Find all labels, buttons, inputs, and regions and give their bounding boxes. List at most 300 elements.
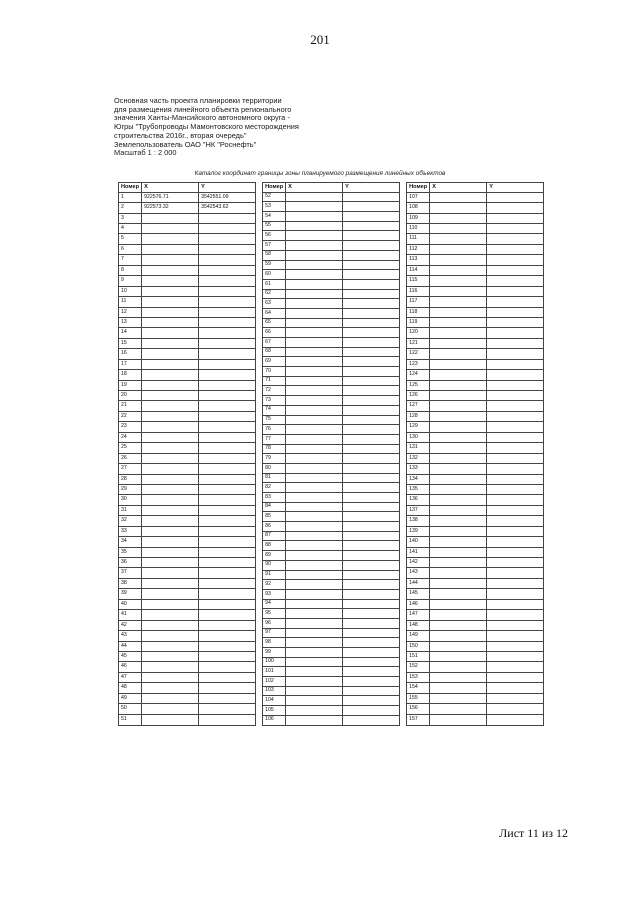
point-number: 28 <box>119 474 142 484</box>
table-row <box>119 370 256 380</box>
point-number: 126 <box>407 391 430 401</box>
table-row <box>119 276 256 286</box>
coord-y <box>343 318 400 328</box>
table-row <box>263 531 400 541</box>
point-number: 74 <box>263 405 286 415</box>
table-row <box>263 580 400 590</box>
point-number: 120 <box>407 328 430 338</box>
coord-y <box>487 610 544 620</box>
point-number: 52 <box>263 192 286 202</box>
coord-y <box>487 411 544 421</box>
coord-x <box>142 255 199 265</box>
coord-x <box>286 231 343 241</box>
point-number: 53 <box>263 202 286 212</box>
table-row <box>263 473 400 483</box>
header-line: Югры "Трубопроводы Мамонтовского месторождения <box>114 122 299 132</box>
coord-y <box>343 667 400 677</box>
coord-x <box>142 328 199 338</box>
point-number: 33 <box>119 526 142 536</box>
coord-x <box>142 443 199 453</box>
coord-y <box>199 401 256 411</box>
coord-x <box>286 677 343 687</box>
point-number: 6 <box>119 244 142 254</box>
coord-y <box>199 338 256 348</box>
point-number: 110 <box>407 224 430 234</box>
coord-x <box>286 483 343 493</box>
coord-x <box>430 620 487 630</box>
table-row <box>119 714 256 725</box>
table-row <box>119 641 256 651</box>
table-row <box>263 638 400 648</box>
coord-x <box>142 495 199 505</box>
coord-x <box>430 401 487 411</box>
coord-x <box>430 672 487 682</box>
coord-y <box>487 192 544 202</box>
coord-y <box>199 631 256 641</box>
point-number: 26 <box>119 453 142 463</box>
point-number: 93 <box>263 589 286 599</box>
header-line: строительства 2016г., вторая очередь" <box>114 130 247 140</box>
coord-x <box>286 260 343 270</box>
coord-y <box>343 657 400 667</box>
table-row <box>263 279 400 289</box>
coord-x <box>430 495 487 505</box>
table-row <box>407 464 544 474</box>
point-number: 69 <box>263 357 286 367</box>
column-header-y: Y <box>343 183 400 193</box>
point-number: 39 <box>119 589 142 599</box>
coord-y <box>199 255 256 265</box>
coord-y <box>343 444 400 454</box>
coord-y <box>487 704 544 714</box>
table-row <box>263 212 400 222</box>
table-row <box>263 367 400 377</box>
table-row <box>407 234 544 244</box>
table-row <box>263 541 400 551</box>
coord-y <box>343 715 400 725</box>
point-number: 16 <box>119 349 142 359</box>
table-row <box>407 380 544 390</box>
coord-y <box>343 570 400 580</box>
point-number: 58 <box>263 250 286 260</box>
point-number: 116 <box>407 286 430 296</box>
coord-x <box>286 657 343 667</box>
coord-y <box>487 203 544 213</box>
point-number: 102 <box>263 677 286 687</box>
coord-x <box>286 502 343 512</box>
coord-y <box>343 493 400 503</box>
point-number: 87 <box>263 531 286 541</box>
table-row <box>407 589 544 599</box>
coord-x <box>286 628 343 638</box>
table-row <box>119 704 256 714</box>
coord-y <box>343 202 400 212</box>
point-number: 70 <box>263 367 286 377</box>
coord-y <box>487 651 544 661</box>
coord-x <box>286 299 343 309</box>
table-row <box>119 338 256 348</box>
table-row <box>263 415 400 425</box>
point-number: 98 <box>263 638 286 648</box>
point-number: 36 <box>119 558 142 568</box>
coord-x <box>430 641 487 651</box>
table-row <box>263 570 400 580</box>
point-number: 95 <box>263 609 286 619</box>
coord-x <box>430 453 487 463</box>
coord-y <box>343 483 400 493</box>
table-row <box>263 328 400 338</box>
coord-x <box>286 667 343 677</box>
table-row <box>119 464 256 474</box>
coord-y <box>343 270 400 280</box>
coord-y <box>487 526 544 536</box>
coord-y <box>343 338 400 348</box>
point-number: 14 <box>119 328 142 338</box>
coord-x <box>142 307 199 317</box>
point-number: 91 <box>263 570 286 580</box>
point-number: 34 <box>119 537 142 547</box>
table-row <box>263 338 400 348</box>
table-row <box>119 432 256 442</box>
table-row <box>407 307 544 317</box>
table-row <box>407 224 544 234</box>
coord-x <box>142 651 199 661</box>
coord-y: 3542551.09 <box>199 192 256 202</box>
coord-x <box>286 212 343 222</box>
point-number: 60 <box>263 270 286 280</box>
coord-y <box>199 704 256 714</box>
point-number: 82 <box>263 483 286 493</box>
coord-y <box>199 411 256 421</box>
coord-x <box>286 522 343 532</box>
page-number: 201 <box>310 32 330 47</box>
point-number: 40 <box>119 599 142 609</box>
table-row <box>119 349 256 359</box>
coord-x <box>430 464 487 474</box>
point-number: 147 <box>407 610 430 620</box>
coord-x <box>430 338 487 348</box>
table-row <box>119 391 256 401</box>
table-row <box>119 526 256 536</box>
point-number: 79 <box>263 454 286 464</box>
table-row <box>407 516 544 526</box>
point-number: 94 <box>263 599 286 609</box>
coord-y <box>343 648 400 658</box>
table-row <box>407 714 544 725</box>
point-number: 84 <box>263 502 286 512</box>
table-row <box>407 672 544 682</box>
column-header-x: X <box>430 183 487 193</box>
coord-x <box>430 589 487 599</box>
table-row <box>407 704 544 714</box>
coord-y <box>199 578 256 588</box>
coord-x <box>430 714 487 725</box>
coord-x <box>286 270 343 280</box>
table-row <box>263 308 400 318</box>
point-number: 97 <box>263 628 286 638</box>
point-number: 129 <box>407 422 430 432</box>
point-number: 130 <box>407 432 430 442</box>
table-row <box>119 651 256 661</box>
coord-x <box>286 308 343 318</box>
column-header-number: Номер <box>263 183 286 193</box>
table-row <box>263 560 400 570</box>
point-number: 44 <box>119 641 142 651</box>
coord-x <box>142 432 199 442</box>
point-number: 7 <box>119 255 142 265</box>
coord-x <box>142 411 199 421</box>
coord-x <box>286 706 343 716</box>
coord-x <box>430 370 487 380</box>
point-number: 22 <box>119 411 142 421</box>
coord-y <box>199 568 256 578</box>
point-number: 99 <box>263 648 286 658</box>
point-number: 150 <box>407 641 430 651</box>
table-row <box>407 192 544 202</box>
table-row <box>119 599 256 609</box>
table-row <box>119 307 256 317</box>
table-row <box>119 516 256 526</box>
table-row <box>119 359 256 369</box>
coord-y <box>343 386 400 396</box>
coord-x <box>142 662 199 672</box>
coord-y <box>343 250 400 260</box>
coord-x <box>286 696 343 706</box>
coord-x <box>142 453 199 463</box>
point-number: 42 <box>119 620 142 630</box>
point-number: 73 <box>263 396 286 406</box>
coord-y <box>487 349 544 359</box>
coord-x <box>142 338 199 348</box>
coord-x <box>430 432 487 442</box>
table-row <box>407 558 544 568</box>
point-number: 135 <box>407 484 430 494</box>
point-number: 35 <box>119 547 142 557</box>
coord-y <box>343 328 400 338</box>
point-number: 109 <box>407 213 430 223</box>
table-row <box>407 651 544 661</box>
coord-y <box>199 432 256 442</box>
point-number: 68 <box>263 347 286 357</box>
coord-x <box>142 464 199 474</box>
coord-x <box>430 359 487 369</box>
point-number: 144 <box>407 578 430 588</box>
coord-x <box>430 662 487 672</box>
table-row <box>119 578 256 588</box>
point-number: 63 <box>263 299 286 309</box>
coord-y <box>343 580 400 590</box>
table-row <box>263 270 400 280</box>
table-row <box>407 547 544 557</box>
coord-y <box>487 286 544 296</box>
point-number: 143 <box>407 568 430 578</box>
coord-x <box>142 317 199 327</box>
point-number: 47 <box>119 672 142 682</box>
point-number: 100 <box>263 657 286 667</box>
coord-x <box>430 203 487 213</box>
point-number: 21 <box>119 401 142 411</box>
point-number: 112 <box>407 244 430 254</box>
point-number: 152 <box>407 662 430 672</box>
point-number: 89 <box>263 551 286 561</box>
point-number: 8 <box>119 265 142 275</box>
coord-y <box>343 241 400 251</box>
coord-y <box>343 454 400 464</box>
coord-y <box>487 317 544 327</box>
table-row <box>407 338 544 348</box>
coord-x <box>430 610 487 620</box>
point-number: 25 <box>119 443 142 453</box>
point-number: 153 <box>407 672 430 682</box>
coord-x <box>286 512 343 522</box>
header-line: для размещения линейного объекта регионального <box>114 104 292 114</box>
scale-line: Масштаб 1 : 2 000 <box>114 148 177 158</box>
coord-y <box>343 289 400 299</box>
point-number: 64 <box>263 308 286 318</box>
coord-x <box>142 693 199 703</box>
coord-y <box>487 370 544 380</box>
point-number: 45 <box>119 651 142 661</box>
table-row <box>407 317 544 327</box>
table-row <box>407 297 544 307</box>
coord-x <box>286 560 343 570</box>
coord-x <box>286 493 343 503</box>
point-number: 71 <box>263 376 286 386</box>
coord-x <box>430 297 487 307</box>
coord-x <box>430 631 487 641</box>
table-row <box>263 250 400 260</box>
table-row <box>407 255 544 265</box>
point-number: 5 <box>119 234 142 244</box>
table-row <box>407 662 544 672</box>
table-header-row <box>263 183 400 193</box>
coord-x <box>286 444 343 454</box>
coord-y <box>487 359 544 369</box>
table-row <box>119 255 256 265</box>
coord-x <box>430 599 487 609</box>
table-row <box>119 328 256 338</box>
table-row <box>407 370 544 380</box>
coord-y <box>487 474 544 484</box>
coord-y <box>199 714 256 725</box>
coord-x <box>286 589 343 599</box>
point-number: 1 <box>119 192 142 202</box>
table-row <box>263 444 400 454</box>
table-row <box>119 672 256 682</box>
coord-y <box>343 347 400 357</box>
coord-y: 3542543.62 <box>199 203 256 213</box>
table-row <box>263 386 400 396</box>
table-header-row <box>119 183 256 193</box>
coord-x <box>286 367 343 377</box>
table-row <box>119 317 256 327</box>
coord-y <box>199 558 256 568</box>
coord-x <box>430 505 487 515</box>
coord-x <box>142 547 199 557</box>
coord-x <box>430 192 487 202</box>
coord-y <box>343 589 400 599</box>
table-row <box>119 286 256 296</box>
table-row <box>407 599 544 609</box>
coord-x <box>286 541 343 551</box>
point-number: 140 <box>407 537 430 547</box>
coord-y <box>343 279 400 289</box>
point-number: 127 <box>407 401 430 411</box>
coord-x <box>286 386 343 396</box>
coord-y <box>343 396 400 406</box>
coord-x <box>142 526 199 536</box>
table-row <box>263 512 400 522</box>
table-row <box>119 474 256 484</box>
coord-y <box>487 380 544 390</box>
coord-y <box>343 696 400 706</box>
point-number: 128 <box>407 411 430 421</box>
coord-y <box>343 618 400 628</box>
coord-x <box>286 357 343 367</box>
coord-x <box>430 422 487 432</box>
coord-y <box>199 286 256 296</box>
coord-y <box>487 484 544 494</box>
coord-x <box>286 250 343 260</box>
table-row <box>263 648 400 658</box>
coord-x <box>142 297 199 307</box>
coord-y <box>487 641 544 651</box>
point-number: 20 <box>119 391 142 401</box>
coord-y <box>343 425 400 435</box>
table-row <box>119 224 256 234</box>
point-number: 80 <box>263 463 286 473</box>
table-row <box>407 213 544 223</box>
coord-x <box>430 213 487 223</box>
table-row <box>263 618 400 628</box>
table-row <box>119 203 256 213</box>
coord-x <box>142 391 199 401</box>
coord-x <box>286 425 343 435</box>
coord-y <box>199 443 256 453</box>
coord-y <box>343 609 400 619</box>
point-number: 156 <box>407 704 430 714</box>
table-row <box>119 453 256 463</box>
point-number: 49 <box>119 693 142 703</box>
coord-y <box>343 260 400 270</box>
coord-x <box>286 580 343 590</box>
point-number: 105 <box>263 706 286 716</box>
coord-x <box>430 244 487 254</box>
coord-x <box>430 349 487 359</box>
table-row <box>407 495 544 505</box>
coord-y <box>487 505 544 515</box>
column-header-x: X <box>142 183 199 193</box>
table-row <box>407 693 544 703</box>
point-number: 41 <box>119 610 142 620</box>
coord-y <box>199 641 256 651</box>
table-row <box>263 522 400 532</box>
point-number: 85 <box>263 512 286 522</box>
table-row <box>407 578 544 588</box>
coord-x <box>142 704 199 714</box>
coord-y <box>199 422 256 432</box>
coord-x <box>142 213 199 223</box>
point-number: 3 <box>119 213 142 223</box>
table-row <box>119 411 256 421</box>
coord-y <box>487 328 544 338</box>
table-row <box>263 599 400 609</box>
table-row <box>263 221 400 231</box>
table-row <box>119 662 256 672</box>
table-row <box>407 286 544 296</box>
point-number: 148 <box>407 620 430 630</box>
coord-y <box>199 484 256 494</box>
